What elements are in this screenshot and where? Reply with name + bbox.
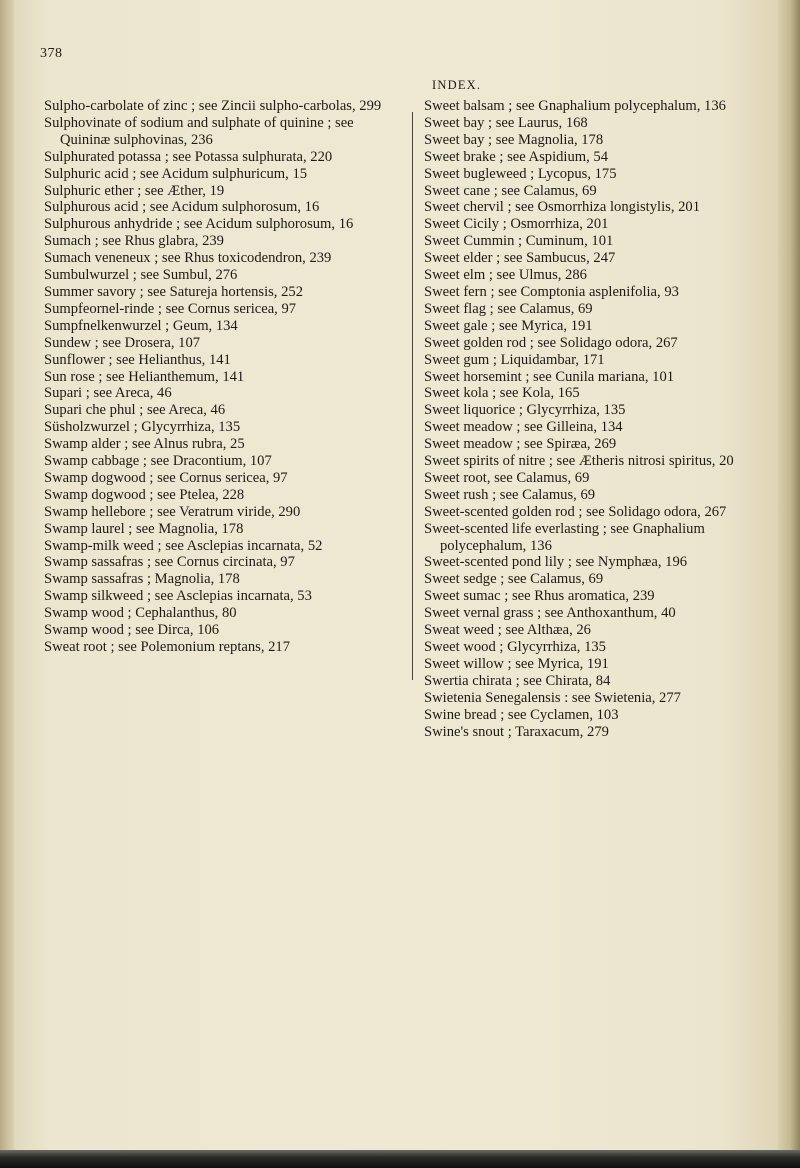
index-entry: Sulphovinate of sodium and sulphate of quinine ; see Quininæ sulphovinas, 236 [44, 114, 354, 148]
index-entry: Sweet flag ; see Calamus, 69 [424, 300, 593, 317]
index-entry: Sweet meadow ; see Gilleina, 134 [424, 419, 623, 436]
index-entry: Sweet vernal grass ; see Anthoxanthum, 40 [424, 605, 676, 622]
index-entry: Sweet spirits of nitre ; see Ætheris nitrosi spiritus, 20 [424, 453, 734, 470]
index-entry: Sumbulwurzel ; see Sumbul, 276 [44, 267, 238, 284]
index-entry: Sweet wood ; Glycyrrhiza, 135 [424, 639, 606, 655]
index-entry: Sweet-scented pond lily ; see Nymphæa, 196 [424, 554, 688, 571]
index-entry: Sulphuric acid ; see Acidum sulphuricum, 15 [44, 165, 308, 182]
index-entry: Sweet rush ; see Calamus, 69 [424, 486, 596, 503]
index-entry: Sweet Cummin ; Cuminum, 101 [424, 233, 614, 250]
index-entry: Sweet willow ; see Myrica, 191 [424, 655, 609, 672]
index-entry: Swine bread ; see Cyclamen, 103 [424, 706, 619, 723]
index-entry: Sulphurous anhydride ; see Acidum sulphorosum, 16 [44, 216, 354, 233]
index-entry: Sweet gale ; see Myrica, 191 [424, 317, 593, 334]
index-entry: Sweet bay ; see Magnolia, 178 [424, 131, 604, 148]
index-entry: Swamp-milk weed ; see Asclepias incarnata, 52 [44, 537, 323, 554]
index-entry: Sweet root, see Calamus, 69 [424, 469, 590, 486]
index-entry: Sweet Cicily ; Osmorrhiza, 201 [424, 216, 609, 233]
index-entry: Sweet horsemint ; see Cunila mariana, 101 [424, 368, 675, 385]
index-entry: Sulphuric ether ; see Æther, 19 [44, 182, 225, 199]
index-entry: Süsholzwurzel ; Glycyrrhiza, 135 [44, 419, 241, 436]
index-entry: Swamp laurel ; see Magnolia, 178 [44, 520, 244, 537]
index-entry: Swamp hellebore ; see Veratrum viride, 290 [44, 503, 301, 520]
index-entry: Sweet elm ; see Ulmus, 286 [424, 267, 587, 284]
index-column-left [44, 98, 404, 656]
index-entry: Sweet-scented life everlasting ; see Gnaphalium polycephalum, 136 [424, 520, 705, 554]
index-entry: Sweet fern ; see Comptonia asplenifolia, 93 [424, 283, 679, 300]
index-entry: Sweet balsam ; see Gnaphalium polycephalum, 136 [424, 98, 726, 114]
index-entry: Sulphurous acid ; see Acidum sulphorosum, 16 [44, 199, 320, 216]
index-entry: Sweat weed ; see Althæa, 26 [424, 622, 591, 639]
index-entry: Sweet cane ; see Calamus, 69 [424, 182, 597, 199]
index-entry: Sweet kola ; see Kola, 165 [424, 385, 580, 402]
index-entry: Sweet golden rod ; see Solidago odora, 267 [424, 334, 678, 351]
index-entry: Swamp dogwood ; see Ptelea, 228 [44, 486, 245, 503]
index-entry: Sweet elder ; see Sambucus, 247 [424, 250, 616, 267]
index-entry: Swamp sassafras ; Magnolia, 178 [44, 571, 240, 588]
index-entry: Sweet-scented golden rod ; see Solidago odora, 267 [424, 503, 727, 520]
running-head: INDEX. [432, 78, 482, 92]
index-entry: Swamp wood ; Cephalanthus, 80 [44, 605, 237, 622]
page-binding-edge [0, 0, 14, 1168]
index-entry: Supari ; see Areca, 46 [44, 385, 172, 402]
index-entry: Sulphurated potassa ; see Potassa sulphurata, 220 [44, 148, 333, 165]
index-entry: Sweet bugleweed ; Lycopus, 175 [424, 165, 617, 182]
index-entry: Swamp dogwood ; see Cornus sericea, 97 [44, 469, 288, 486]
index-entry: Swamp wood ; see Dirca, 106 [44, 622, 220, 639]
index-entry: Sweet bay ; see Laurus, 168 [424, 114, 588, 131]
index-entry: Sunflower ; see Helianthus, 141 [44, 351, 231, 368]
index-entry: Sweat root ; see Polemonium reptans, 217 [44, 639, 291, 655]
page-number: 378 [40, 46, 63, 61]
index-entry: Sweet liquorice ; Glycyrrhiza, 135 [424, 402, 626, 419]
index-entry: Swamp sassafras ; see Cornus circinata, 97 [44, 554, 295, 571]
index-entry: Swertia chirata ; see Chirata, 84 [424, 672, 611, 689]
index-entry: Sumpfeornel-rinde ; see Cornus sericea, 97 [44, 300, 297, 317]
column-divider [412, 112, 413, 680]
index-entry: Sumpfnelkenwurzel ; Geum, 134 [44, 317, 238, 334]
index-entry: Sulpho-carbolate of zinc ; see Zincii sulpho-carbolas, 299 [44, 98, 382, 114]
index-entry: Sweet gum ; Liquidambar, 171 [424, 351, 605, 368]
index-entry: Sweet chervil ; see Osmorrhiza longistylis, 201 [424, 199, 701, 216]
index-entry: Swine's snout ; Taraxacum, 279 [424, 723, 609, 740]
index-entry: Swamp cabbage ; see Dracontium, 107 [44, 453, 272, 470]
page-fore-edge [778, 0, 800, 1168]
index-entry: Sumach veneneux ; see Rhus toxicodendron, 239 [44, 250, 332, 267]
index-entry: Swamp alder ; see Alnus rubra, 25 [44, 436, 245, 453]
index-entry: Sweet sedge ; see Calamus, 69 [424, 571, 604, 588]
index-entry: Swamp silkweed ; see Asclepias incarnata, 53 [44, 588, 312, 605]
index-entry: Sumach ; see Rhus glabra, 239 [44, 233, 224, 250]
index-entry: Swietenia Senegalensis : see Swietenia, 277 [424, 689, 681, 706]
scan-bottom-edge [0, 1150, 800, 1168]
index-entry: Sundew ; see Drosera, 107 [44, 334, 201, 351]
index-entry: Summer savory ; see Satureja hortensis, 252 [44, 283, 303, 300]
index-entry: Sweet brake ; see Aspidium, 54 [424, 148, 609, 165]
index-entry: Sweet sumac ; see Rhus aromatica, 239 [424, 588, 655, 605]
index-entry: Supari che phul ; see Areca, 46 [44, 402, 226, 419]
index-column-right [424, 98, 776, 740]
index-entry: Sweet meadow ; see Spiræa, 269 [424, 436, 617, 453]
index-entry: Sun rose ; see Helianthemum, 141 [44, 368, 245, 385]
